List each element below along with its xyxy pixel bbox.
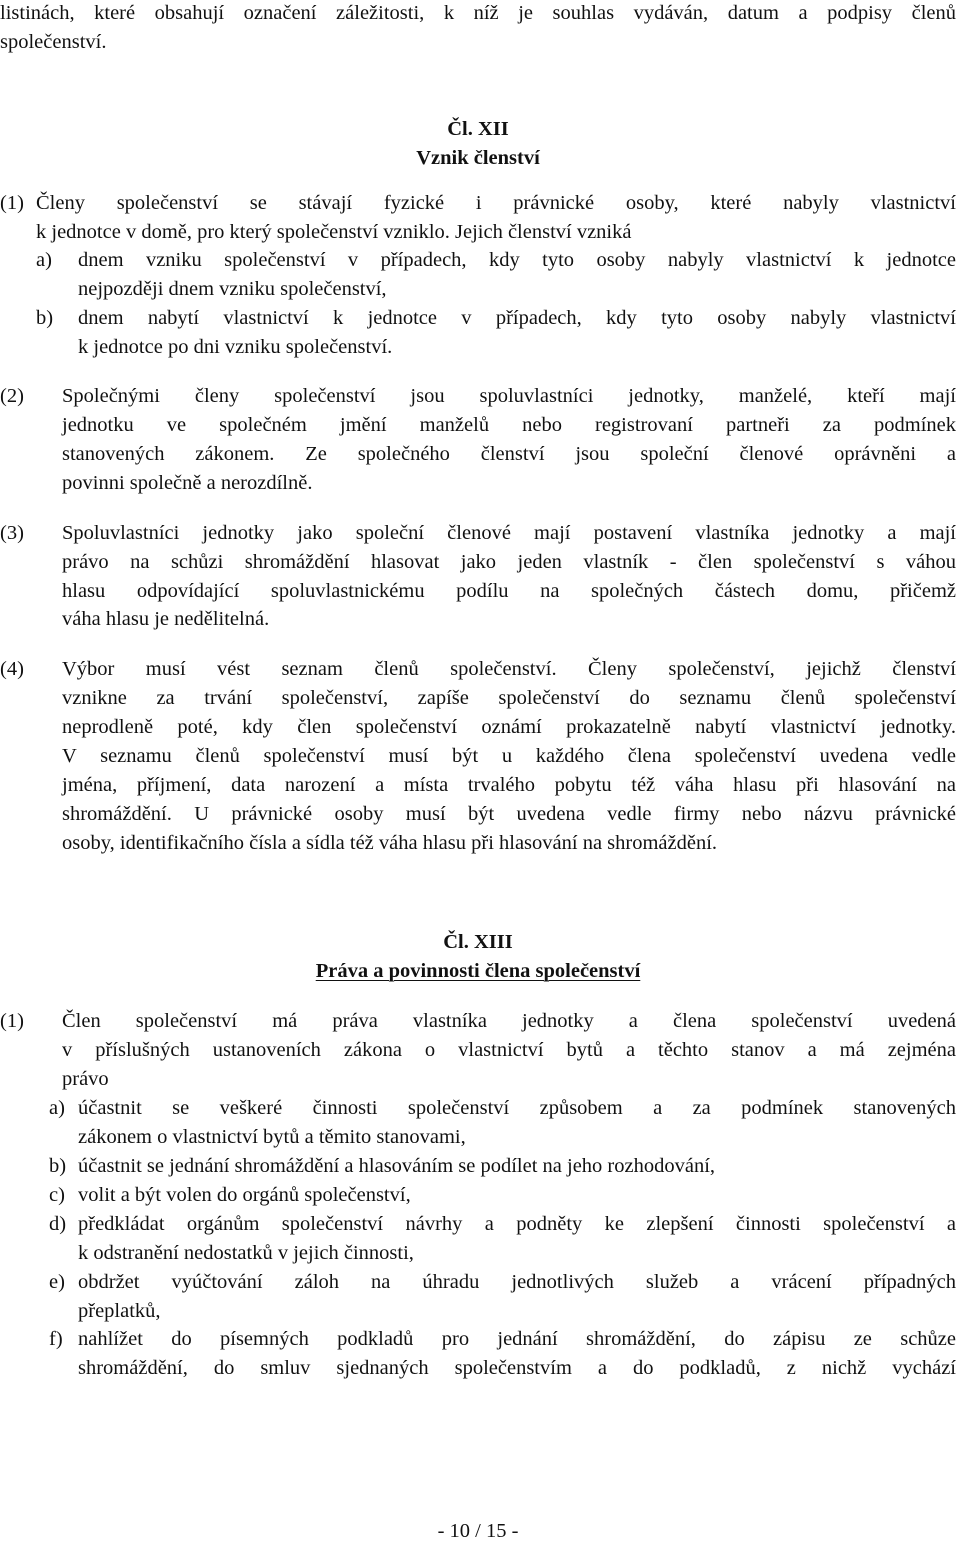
text-line: k jednotce po dni vzniku společenství. <box>78 336 393 359</box>
list-item <box>0 246 956 304</box>
list-item-label: a) <box>36 249 52 272</box>
article-12-heading <box>0 115 956 173</box>
text-line: shromáždění, do smluv sjednaných společenstvím a do podkladů, z nichž vychází <box>78 1357 956 1380</box>
text-line: Výbor musí vést seznam členů společenství. Členy společenství, jejichž členství <box>62 658 956 681</box>
text-line: obdržet vyúčtování záloh na úhradu jednotlivých služeb a vrácení případných <box>78 1270 956 1293</box>
text-line: V seznamu členů společenství musí být u každého člena společenství uvedena vedle <box>62 745 956 768</box>
article-13-paragraph-1 <box>0 1007 956 1383</box>
article-12-paragraph-1 <box>0 189 956 362</box>
text-line: Člen společenství má práva vlastníka jednotky a člena společenství uvedená <box>62 1010 956 1033</box>
list-item-label: c) <box>49 1183 65 1206</box>
text-line: volit a být volen do orgánů společenství, <box>78 1183 411 1206</box>
paragraph-number: (3) <box>0 521 24 544</box>
text-line: Členy společenství se stávají fyzické i právnické osoby, které nabyly vlastnictví <box>36 191 956 214</box>
text-line: listinách, které obsahují označení záležitosti, k níž je souhlas vydáván, datum a podpisy členů <box>0 2 956 24</box>
list-item <box>0 1210 956 1268</box>
article-12-paragraph-2 <box>0 382 956 498</box>
text-line: společenství. <box>0 30 107 53</box>
text-line: právo <box>62 1068 109 1091</box>
text-line: stanovených zákonem. Ze společného členství jsou společní členové oprávněni a <box>62 442 956 465</box>
article-13-heading <box>0 928 956 986</box>
text-line: shromáždění. U právnické osoby musí být uvedena vedle firmy nebo názvu právnické <box>62 802 956 825</box>
text-line: právo na schůzi shromáždění hlasovat jako jeden vlastník - člen společenství s váhou <box>62 550 956 573</box>
paragraph-number: (2) <box>0 385 24 408</box>
list-item <box>0 1325 956 1383</box>
article-number: Čl. XII <box>447 117 509 140</box>
text-line: k jednotce v domě, pro který společenství vzniklo. Jejich členství vzniká <box>36 220 632 243</box>
text-line: předkládat orgánům společenství návrhy a podněty ke zlepšení činnosti společenství a <box>78 1212 956 1235</box>
article-title: Práva a povinnosti člena společenství <box>315 959 641 982</box>
list-item-label: f) <box>49 1328 63 1351</box>
text-line: hlasu odpovídající spoluvlastnickému podílu na společných částech domu, přičemž <box>62 579 956 602</box>
text-line: účastnit se jednání shromáždění a hlasováním se podílet na jeho rozhodování, <box>78 1155 716 1177</box>
page-number-footer: - 10 / 15 - <box>437 1520 519 1542</box>
text-line: neprodleně poté, kdy člen společenství oznámí prokazatelně nabytí vlastnictví jednotky. <box>62 716 956 739</box>
text-line: k odstranění nedostatků v jejich činnosti, <box>78 1241 414 1264</box>
text-line: osoby, identifikačního čísla a sídla též váha hlasu při hlasování na shromáždění. <box>62 831 718 854</box>
text-line: v příslušných ustanoveních zákona o vlastnictví bytů a těchto stanov a má zejména <box>62 1039 956 1062</box>
text-line: dnem vzniku společenství v případech, kdy tyto osoby nabyly vlastnictví k jednotce <box>78 249 956 272</box>
list-item <box>0 1181 956 1210</box>
text-line: povinni společně a nerozdílně. <box>62 471 313 494</box>
article-12-paragraph-4 <box>0 655 956 857</box>
text-line: Spoluvlastníci jednotky jako společní členové mají postavení vlastníka jednotky a mají <box>62 521 956 544</box>
list-item-label: a) <box>49 1097 65 1120</box>
list-item-label: d) <box>49 1212 67 1235</box>
list-item-label: b) <box>49 1155 67 1177</box>
list-item <box>0 1094 956 1152</box>
text-line: zákonem o vlastnictví bytů a těmito stanovami, <box>78 1126 466 1149</box>
paragraph-number: (4) <box>0 658 24 681</box>
text-line: nahlížet do písemných podkladů pro jednání shromáždění, do zápisu ze schůze <box>78 1328 956 1351</box>
list-item-label: b) <box>36 307 54 330</box>
article-12-paragraph-3 <box>0 519 956 635</box>
paragraph-number: (1) <box>0 1010 24 1033</box>
text-line: Společnými členy společenství jsou spoluvlastníci jednotky, manželé, kteří mají <box>62 385 956 408</box>
article-title: Vznik členství <box>416 146 540 169</box>
text-line: nejpozději dnem vzniku společenství, <box>78 278 387 301</box>
text-line: dnem nabytí vlastnictví k jednotce v případech, kdy tyto osoby nabyly vlastnictví <box>78 307 956 330</box>
paragraph-number: (1) <box>0 191 24 214</box>
intro-text <box>0 0 956 57</box>
article-number: Čl. XIII <box>443 930 513 953</box>
text-line: váha hlasu je nedělitelná. <box>62 608 270 631</box>
text-line: vznikne za trvání společenství, zapíše společenství do seznamu členů společenství <box>62 687 956 710</box>
list-item <box>0 1268 956 1326</box>
text-line: účastnit se veškeré činnosti společenství způsobem a za podmínek stanovených <box>78 1097 956 1120</box>
text-line: jednotku ve společném jmění manželů nebo registrovaní partneři za podmínek <box>62 413 956 436</box>
list-item-label: e) <box>49 1270 65 1293</box>
text-line: přeplatků, <box>78 1299 161 1322</box>
list-item <box>0 304 956 362</box>
list-item <box>0 1152 956 1181</box>
text-line: jména, příjmení, data narození a místa trvalého pobytu též váha hlasu při hlasování na <box>62 773 956 796</box>
